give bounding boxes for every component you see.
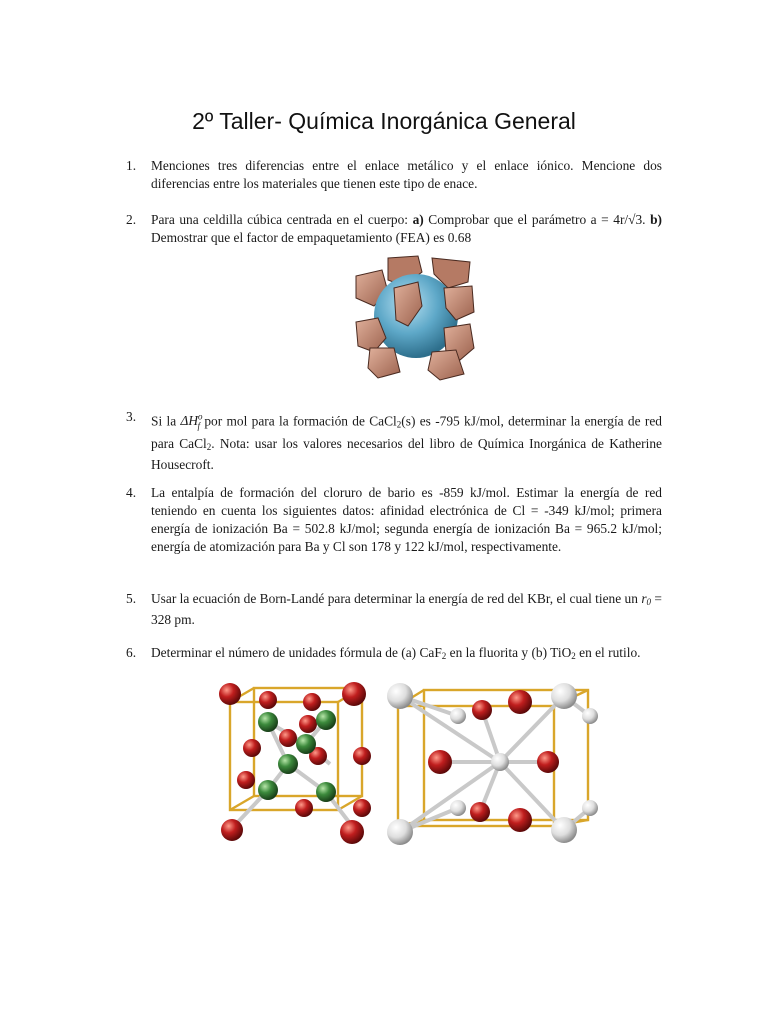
question-number: 1. bbox=[126, 158, 137, 173]
question-text: Usar la ecuación de Born-Landé para determinar la energía de red del KBr, el cual tiene un $r_0 = 328$ pm. bbox=[151, 591, 662, 627]
question-text bbox=[151, 211, 662, 247]
enthalpy-symbol: $\Delta H^o_f$ bbox=[180, 412, 203, 432]
page-title: 2º Taller- Química Inorgánica General bbox=[192, 108, 576, 134]
question-text: Menciones tres diferencias entre el enlace metálico y el enlace iónico. Mencione dos diferencias entre los materiales que tienen este tipo de enace. bbox=[151, 158, 662, 191]
question-text: La entalpía de formación del cloruro de bario es -859 kJ/mol. Estimar la energía de red teniendo en cuenta los siguientes datos: afinidad electrónica de Cl = -349 kJ/mol; primera energía de ionización Ba = 502.8 kJ/mol; segunda energía de ionización Ba = 965.2 kJ/mol; energía de atomización para Ba y Cl son 178 y 122 kJ/mol, respectivamente. bbox=[151, 485, 662, 554]
bcc-unit-cell-icon bbox=[348, 252, 480, 384]
q2-intro: Para una celdilla cúbica centrada en el cuerpo: bbox=[151, 212, 409, 227]
q2-part-b-text: Demostrar que el factor de empaquetamiento (FEA) es 0.68 bbox=[151, 230, 472, 245]
fluorite-crystal-structure-icon bbox=[212, 680, 388, 848]
question-number: 4. bbox=[126, 485, 137, 500]
question-text: Si la $\Delta H^o_f$ por mol para la formación de CaCl$_2$(s) es -795 kJ/mol, determinar la energía de red para CaCl$_2$. Nota: usar los valores necesarios del libro de Química Inorgánica de Katherine Housecroft. bbox=[151, 412, 662, 473]
q2-part-b-label: b) bbox=[650, 212, 662, 227]
question-number: 6. bbox=[126, 645, 137, 660]
question-number: 2. bbox=[126, 212, 137, 227]
q2-part-a-label: a) bbox=[412, 212, 424, 227]
question-number: 3. bbox=[126, 409, 137, 424]
question-text: Determinar el número de unidades fórmula de (a) CaF$_2$ en la fluorita y (b) TiO$_2$ en el rutilo. bbox=[151, 645, 641, 661]
q2-part-a-text: Comprobar que el parámetro a = 4r/√3. bbox=[428, 212, 646, 227]
question-number: 5. bbox=[126, 591, 137, 606]
rutile-crystal-structure-icon bbox=[384, 680, 600, 848]
